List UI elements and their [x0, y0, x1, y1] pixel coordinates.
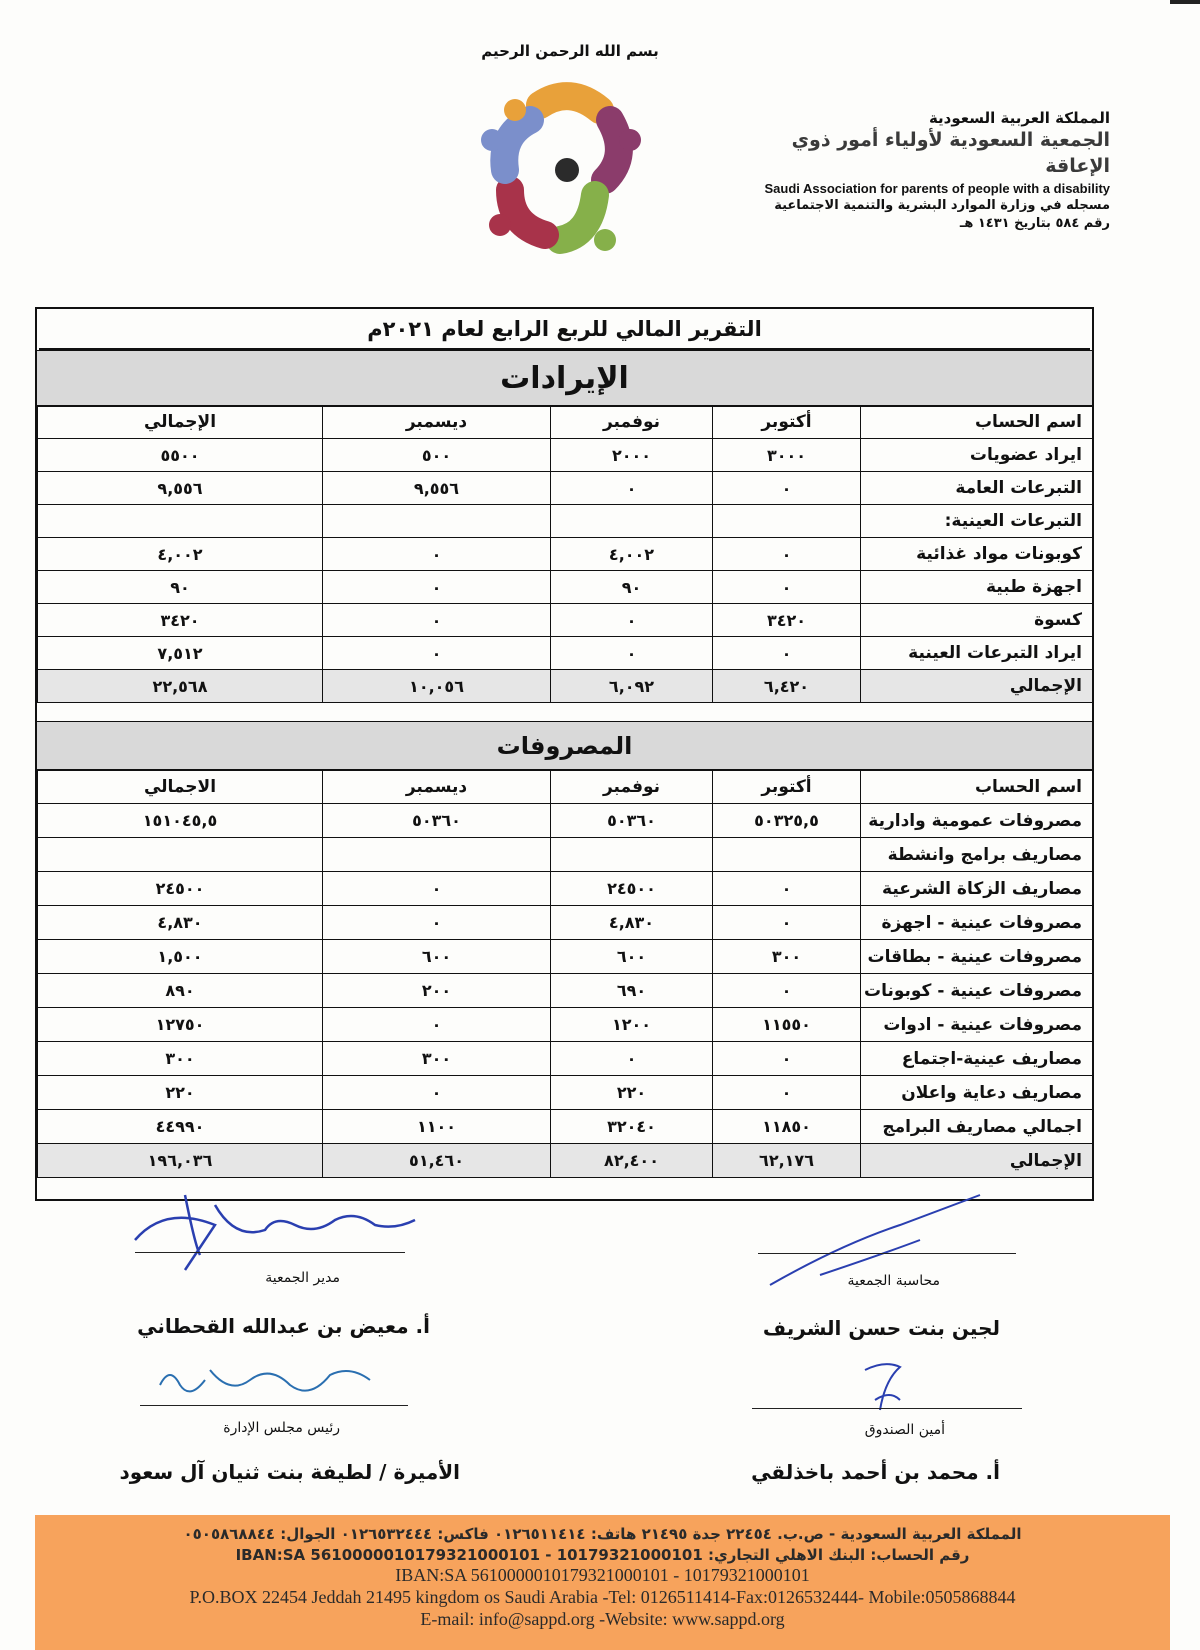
amount-cell: ٠: [323, 1076, 551, 1110]
amount-cell: ٠: [323, 571, 551, 604]
organization-header: [740, 108, 1110, 232]
amount-cell: ٥٠٠: [323, 439, 551, 472]
account-name-cell: مصاريف برامج وانشطة: [861, 838, 1093, 872]
amount-cell: ٦٢,١٧٦: [713, 1144, 861, 1178]
expenses-column-header: ديسمبر: [323, 770, 551, 804]
revenue-column-header: ديسمبر: [323, 406, 551, 439]
amount-cell: ١٢٧٥٠: [38, 1008, 323, 1042]
amount-cell: ٣٠٠: [38, 1042, 323, 1076]
amount-cell: ٠: [713, 538, 861, 571]
expenses-row: [38, 1076, 1093, 1110]
amount-cell: ٠: [551, 472, 713, 505]
amount-cell: [551, 505, 713, 538]
amount-cell: [713, 838, 861, 872]
revenue-row: [38, 571, 1093, 604]
footer-address-arabic: المملكة العربية السعودية - ص.ب. ٢٢٤٥٤ جدة ٢١٤٩٥ هاتف: ٠١٢٦٥١١٤١٤ فاكس: ٠١٢٦٥٣٢٤٤٤ الجوال: ٠٥٠٥٨٦٨٨٤٤: [183, 1525, 1022, 1543]
account-name-cell: مصاريف عينية-اجتماع: [861, 1042, 1093, 1076]
account-name-cell: ايراد التبرعات العينية: [861, 637, 1093, 670]
footer-address-english: P.O.BOX 22454 Jeddah 21495 kingdom os Saudi Arabia -Tel: 0126511414-Fax:0126532444- Mobile:0505868844: [189, 1587, 1016, 1607]
amount-cell: ٥١,٤٦٠: [323, 1144, 551, 1178]
accountant-role: محاسبة الجمعية: [847, 1273, 940, 1289]
amount-cell: ١٠,٠٥٦: [323, 670, 551, 703]
org-country: المملكة العربية السعودية: [928, 109, 1110, 127]
amount-cell: ٠: [713, 906, 861, 940]
amount-cell: [323, 838, 551, 872]
amount-cell: ٧,٥١٢: [38, 637, 323, 670]
bismillah-text: بسم الله الرحمن الرحيم: [481, 42, 659, 60]
amount-cell: ٨٩٠: [38, 974, 323, 1008]
amount-cell: ٠: [713, 637, 861, 670]
amount-cell: [323, 505, 551, 538]
amount-cell: ١٢٠٠: [551, 1008, 713, 1042]
amount-cell: ٣٠٠٠: [713, 439, 861, 472]
account-name-cell: مصاريف دعاية واعلان: [861, 1076, 1093, 1110]
expenses-row: [38, 1008, 1093, 1042]
amount-cell: ٠: [713, 472, 861, 505]
revenue-column-header: نوفمبر: [551, 406, 713, 439]
account-name-cell: كسوة: [861, 604, 1093, 637]
amount-cell: ٠: [713, 872, 861, 906]
expenses-total-row: [38, 1144, 1093, 1178]
amount-cell: ٦,٠٩٢: [551, 670, 713, 703]
amount-cell: ٠: [323, 872, 551, 906]
amount-cell: ٤٤٩٩٠: [38, 1110, 323, 1144]
amount-cell: ٠: [323, 1008, 551, 1042]
amount-cell: ٣٤٢٠: [38, 604, 323, 637]
amount-cell: [551, 838, 713, 872]
director-signature-line: [135, 1252, 405, 1253]
account-name-cell: التبرعات العامة: [861, 472, 1093, 505]
account-name-cell: الإجمالي: [861, 670, 1093, 703]
director-signature: [125, 1185, 425, 1275]
amount-cell: ٠: [323, 538, 551, 571]
amount-cell: ٦٩٠: [551, 974, 713, 1008]
treasurer-signature: [855, 1355, 915, 1415]
treasurer-name: أ. محمد بن أحمد باخذلقي: [751, 1460, 1000, 1484]
account-name-cell: التبرعات العينية:: [861, 505, 1093, 538]
chair-signature-line: [140, 1405, 408, 1406]
amount-cell: ٦٠٠: [551, 940, 713, 974]
account-name-cell: مصروفات عينية - كوبونات: [861, 974, 1093, 1008]
account-name-cell: الإجمالي: [861, 1144, 1093, 1178]
revenue-row: [38, 472, 1093, 505]
director-role: مدير الجمعية: [265, 1270, 340, 1286]
expenses-column-header: الاجمالي: [38, 770, 323, 804]
account-name-cell: اجمالي مصاريف البرامج: [861, 1110, 1093, 1144]
revenue-column-header: الإجمالي: [38, 406, 323, 439]
chair-signature: [150, 1350, 380, 1410]
account-name-cell: اجهزة طبية: [861, 571, 1093, 604]
amount-cell: ١,٥٠٠: [38, 940, 323, 974]
amount-cell: ٤,٨٣٠: [38, 906, 323, 940]
revenue-column-header: اسم الحساب: [861, 406, 1093, 439]
expenses-row: [38, 974, 1093, 1008]
amount-cell: [38, 505, 323, 538]
amount-cell: ٩٠: [38, 571, 323, 604]
amount-cell: ٩,٥٥٦: [38, 472, 323, 505]
expenses-row: [38, 838, 1093, 872]
director-name: أ. معيض بن عبدالله القحطاني: [137, 1314, 430, 1338]
amount-cell: ٥٥٠٠: [38, 439, 323, 472]
account-name-cell: مصروفات عمومية وادارية: [861, 804, 1093, 838]
expenses-table: [37, 769, 1093, 1178]
account-name-cell: مصروفات عينية - اجهزة: [861, 906, 1093, 940]
amount-cell: ١١٥٥٠: [713, 1008, 861, 1042]
revenue-total-row: [38, 670, 1093, 703]
amount-cell: ٠: [551, 604, 713, 637]
revenue-row: [38, 439, 1093, 472]
financial-report: [35, 307, 1094, 1201]
account-name-cell: مصروفات عينية - بطاقات: [861, 940, 1093, 974]
revenue-row: [38, 505, 1093, 538]
logo-figure-green: [560, 195, 595, 240]
logo-head-blue: [481, 129, 503, 151]
org-registration: مسجله في وزارة الموارد البشرية والتنمية الاجتماعية: [774, 198, 1110, 214]
amount-cell: ٠: [713, 1042, 861, 1076]
amount-cell: ٢٢٠: [38, 1076, 323, 1110]
amount-cell: ٦,٤٢٠: [713, 670, 861, 703]
amount-cell: ٠: [713, 974, 861, 1008]
expenses-row: [38, 906, 1093, 940]
amount-cell: ١١٨٥٠: [713, 1110, 861, 1144]
org-name-english: Saudi Association for parents of people with a disability: [764, 180, 1110, 196]
amount-cell: ٣٢٠٤٠: [551, 1110, 713, 1144]
revenue-column-header: أكتوبر: [713, 406, 861, 439]
revenue-row: [38, 604, 1093, 637]
account-name-cell: مصاريف الزكاة الشرعية: [861, 872, 1093, 906]
amount-cell: ٤,٠٠٢: [551, 538, 713, 571]
expenses-row: [38, 1110, 1093, 1144]
amount-cell: ٦٠٠: [323, 940, 551, 974]
amount-cell: [38, 838, 323, 872]
scan-corner-mark: [1170, 0, 1200, 4]
amount-cell: ٠: [551, 637, 713, 670]
logo-head-green: [594, 229, 616, 251]
org-name-arabic: الجمعية السعودية لأولياء أمور ذوي الإعاقة: [791, 129, 1110, 177]
account-name-cell: كوبونات مواد غذائية: [861, 538, 1093, 571]
amount-cell: ١٩٦,٠٣٦: [38, 1144, 323, 1178]
footer-iban: IBAN:SA 5610000010179321000101 - 10179321000101: [395, 1565, 810, 1585]
amount-cell: ٩,٥٥٦: [323, 472, 551, 505]
report-title: التقرير المالي للربع الرابع لعام ٢٠٢١م: [39, 311, 1090, 350]
amount-cell: ٥٠٣٢٥,٥: [713, 804, 861, 838]
logo-head-orange: [504, 99, 526, 121]
amount-cell: ١١٠٠: [323, 1110, 551, 1144]
expenses-row: [38, 804, 1093, 838]
expenses-row: [38, 872, 1093, 906]
amount-cell: ٠: [323, 637, 551, 670]
logo-figure-red: [510, 190, 545, 235]
revenue-table: [37, 405, 1093, 703]
logo-head-purple: [619, 129, 641, 151]
amount-cell: ٠: [713, 1076, 861, 1110]
revenue-row: [38, 538, 1093, 571]
expenses-column-header: أكتوبر: [713, 770, 861, 804]
amount-cell: ٥٠٣٦٠: [323, 804, 551, 838]
amount-cell: ٠: [713, 571, 861, 604]
revenue-row: [38, 637, 1093, 670]
association-logo: [480, 75, 655, 260]
expenses-row: [38, 940, 1093, 974]
logo-figure-orange: [540, 96, 600, 110]
footer-contact: E-mail: info@sappd.org -Website: www.sappd.org: [420, 1609, 785, 1629]
amount-cell: ٣٤٢٠: [713, 604, 861, 637]
amount-cell: ٤,٨٣٠: [551, 906, 713, 940]
amount-cell: ٠: [551, 1042, 713, 1076]
amount-cell: [713, 505, 861, 538]
amount-cell: ٠: [323, 906, 551, 940]
expenses-row: [38, 1042, 1093, 1076]
org-registration-number: رقم ٥٨٤ بتاريخ ١٤٣١ هـ: [959, 215, 1110, 231]
amount-cell: ١٥١٠٤٥,٥: [38, 804, 323, 838]
amount-cell: ٩٠: [551, 571, 713, 604]
accountant-signature-line: [758, 1253, 1016, 1254]
account-name-cell: مصروفات عينية - ادوات: [861, 1008, 1093, 1042]
page-footer: [35, 1515, 1170, 1650]
amount-cell: ٨٢,٤٠٠: [551, 1144, 713, 1178]
expenses-column-header: نوفمبر: [551, 770, 713, 804]
logo-figure-purple: [605, 120, 619, 180]
accountant-name: لجين بنت حسن الشريف: [762, 1316, 1000, 1340]
treasurer-signature-line: [752, 1408, 1022, 1409]
revenue-header-row: [38, 406, 1093, 439]
footer-bank-arabic: رقم الحساب: البنك الاهلي التجاري: 10179321000101 - IBAN:SA 5610000010179321000101: [235, 1546, 970, 1564]
amount-cell: ٤,٠٠٢: [38, 538, 323, 571]
amount-cell: ٢٢٠: [551, 1076, 713, 1110]
amount-cell: ٢٠٠٠: [551, 439, 713, 472]
chair-role: رئيس مجلس الإدارة: [223, 1420, 340, 1436]
amount-cell: ٢٤٥٠٠: [551, 872, 713, 906]
expenses-column-header: اسم الحساب: [861, 770, 1093, 804]
revenue-heading: الإيرادات: [37, 350, 1092, 407]
amount-cell: ٢٢,٥٦٨: [38, 670, 323, 703]
amount-cell: ٢٠٠: [323, 974, 551, 1008]
logo-figure-blue: [504, 120, 530, 170]
amount-cell: ٣٠٠: [713, 940, 861, 974]
treasurer-role: أمين الصندوق: [864, 1422, 945, 1438]
logo-center-dot: [555, 158, 579, 182]
amount-cell: ٣٠٠: [323, 1042, 551, 1076]
amount-cell: ٥٠٣٦٠: [551, 804, 713, 838]
chair-name: الأميرة / لطيفة بنت ثنيان آل سعود: [119, 1460, 460, 1484]
amount-cell: ٠: [323, 604, 551, 637]
account-name-cell: ايراد عضويات: [861, 439, 1093, 472]
logo-head-red: [489, 214, 511, 236]
expenses-header-row: [38, 770, 1093, 804]
expenses-heading: المصروفات: [37, 721, 1092, 771]
amount-cell: ٢٤٥٠٠: [38, 872, 323, 906]
